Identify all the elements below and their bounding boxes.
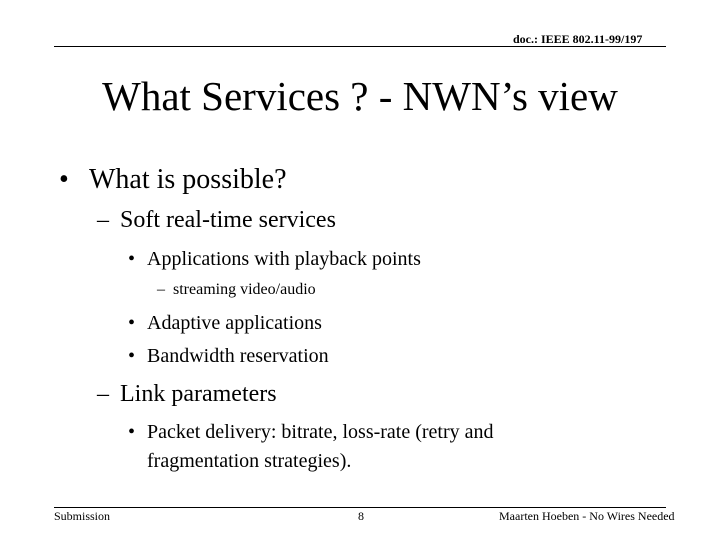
item-packet-delivery-line1: Packet delivery: bitrate, loss-rate (retry and <box>147 421 494 443</box>
dash-marker: – <box>157 281 165 298</box>
item-applications-playback: Applications with playback points <box>147 248 421 270</box>
sub-bullet-link-parameters: Link parameters <box>120 381 277 407</box>
dash-marker: – <box>97 207 109 233</box>
bullet-marker: • <box>128 345 136 367</box>
footer-page-number: 8 <box>358 509 364 523</box>
slide-title: What Services ? - NWN’s view <box>102 73 618 119</box>
bullet-marker: • <box>128 421 136 443</box>
bullet-marker: • <box>128 312 136 334</box>
item-packet-delivery-line2: fragmentation strategies). <box>147 450 352 472</box>
dash-marker: – <box>97 381 109 407</box>
bullet-marker: • <box>59 164 69 195</box>
footer-author: Maarten Hoeben - No Wires Needed <box>499 509 675 523</box>
item-bandwidth-reservation: Bandwidth reservation <box>147 345 329 367</box>
footer-submission: Submission <box>54 509 111 523</box>
item-adaptive-applications: Adaptive applications <box>147 312 322 334</box>
document-id: doc.: IEEE 802.11-99/197 <box>513 32 643 46</box>
bullet-marker: • <box>128 248 136 270</box>
sub-bullet-soft-real-time: Soft real-time services <box>120 207 336 233</box>
bullet-what-is-possible: What is possible? <box>89 164 287 195</box>
footer-rule <box>54 507 666 508</box>
item-streaming-video-audio: streaming video/audio <box>173 281 316 298</box>
header-rule <box>54 46 666 47</box>
